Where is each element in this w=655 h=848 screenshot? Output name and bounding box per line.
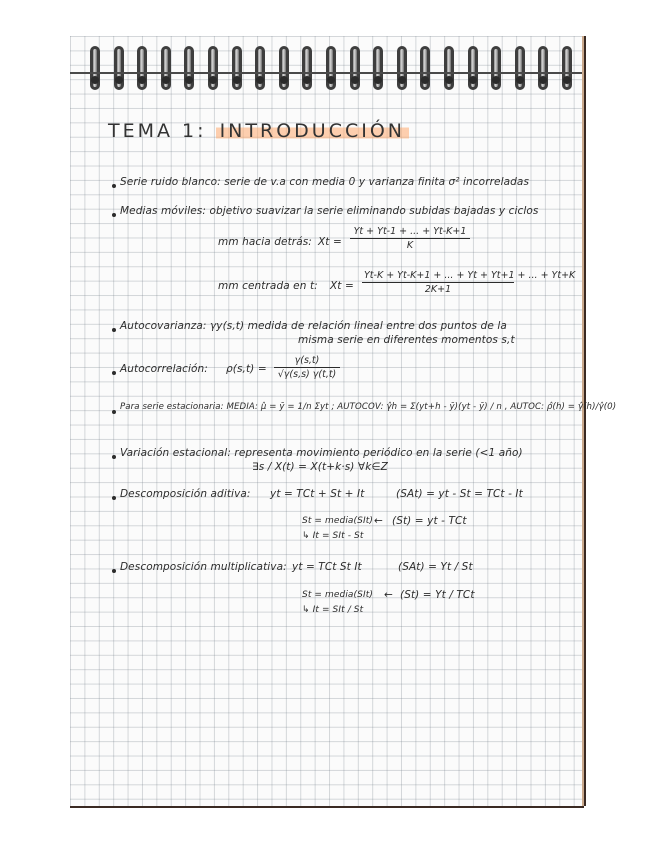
aditiva-st: St = media(SIt) — [302, 516, 373, 526]
multiplicativa-st: St = media(SIt) — [302, 590, 373, 600]
note-ruido-blanco: Serie ruido blanco: serie de v.a con media 0 y varianza finita σ² incorreladas — [120, 176, 530, 188]
page-title — [108, 120, 409, 142]
binding-hole — [469, 76, 477, 84]
bullet — [112, 410, 116, 414]
binding-hole — [445, 76, 453, 84]
aditiva-arrow: ← — [374, 515, 383, 527]
notebook-page — [70, 36, 584, 806]
aditiva-it: ↳ It = SIt - St — [302, 531, 364, 541]
binding-hole — [280, 76, 288, 84]
mm-detras-denominator: K — [406, 240, 414, 251]
binding-hole — [162, 76, 170, 84]
binding-hole — [351, 76, 359, 84]
binding-hole — [233, 76, 241, 84]
mm-detras-label: mm hacia detrás: — [218, 236, 312, 248]
aditiva-equation: yt = TCt + St + It — [270, 488, 365, 500]
bullet — [112, 455, 116, 459]
note-medias-moviles: Medias móviles: objetivo suavizar la serie eliminando subidas bajadas y ciclos — [120, 205, 539, 217]
mm-centrada-numerator: Yt-K + Yt-K+1 + ... + Yt + Yt+1 + ... + Yt+K — [364, 270, 576, 281]
multiplicativa-arrow: ← — [384, 589, 393, 601]
title-prefix: TEMA 1: — [108, 120, 207, 142]
aditiva-sa: (SAt) = yt - St = TCt - It — [396, 488, 523, 500]
multiplicativa-sa: (SAt) = Yt / St — [398, 561, 473, 573]
bullet — [112, 213, 116, 217]
note-variacion-estacional: Variación estacional: representa movimiento periódico en la serie (<1 año) — [120, 447, 523, 459]
autocorrelacion-fraction — [274, 355, 340, 380]
spiral-binding — [70, 46, 582, 94]
title-highlight: INTRODUCCIÓN — [216, 120, 409, 142]
mm-centrada-lhs: Xt = — [330, 280, 354, 292]
binding-hole — [209, 76, 217, 84]
note-autocovarianza-cont: misma serie en diferentes momentos s,t — [298, 334, 515, 346]
bullet — [112, 328, 116, 332]
aditiva-st-eq: (St) = yt - TCt — [392, 515, 467, 527]
binding-hole — [516, 76, 524, 84]
multiplicativa-equation: yt = TCt St It — [292, 561, 362, 573]
bullet — [112, 569, 116, 573]
aditiva-label: Descomposición aditiva: — [120, 488, 251, 500]
mm-detras-lhs: Xt = — [318, 236, 342, 248]
note-serie-estacionaria: Para serie estacionaria: MEDIA: μ̂ = ȳ = 1/n Σyt ; AUTOCOV: γ̂h = Σ(yt+h - ȳ)(yt - ȳ) / n , AUTOC: ρ̂(h) = γ̂(h)/γ̂(0) — [120, 402, 617, 412]
autocorrelacion-label: Autocorrelación: — [120, 363, 208, 375]
autocorrelacion-numerator: γ(s,t) — [274, 355, 340, 368]
multiplicativa-label: Descomposición multiplicativa: — [120, 561, 287, 573]
bullet — [112, 184, 116, 188]
mm-centrada-fraction — [362, 270, 576, 295]
mm-detras-numerator: Yt + Yt-1 + ... + Yt-K+1 — [350, 226, 470, 239]
autocorrelacion-denominator: √γ(s,s) γ(t,t) — [277, 369, 337, 380]
binding-hole — [398, 76, 406, 84]
bullet — [112, 496, 116, 500]
binding-hole — [115, 76, 123, 84]
binding-hole — [327, 76, 335, 84]
binding-edge — [70, 72, 582, 74]
mm-detras-fraction — [350, 226, 470, 251]
binding-hole — [563, 76, 571, 84]
multiplicativa-it: ↳ It = SIt / St — [302, 605, 364, 615]
note-autocovarianza: Autocovarianza: γy(s,t) medida de relación lineal entre dos puntos de la — [120, 320, 507, 332]
binding-hole — [91, 76, 99, 84]
autocorrelacion-lhs: ρ(s,t) = — [226, 363, 267, 375]
mm-centrada-denominator: 2K+1 — [424, 284, 452, 295]
bullet — [112, 371, 116, 375]
note-variacion-formula: ∃s / X(t) = X(t+k·s) ∀k∈Z — [252, 461, 388, 473]
mm-centrada-label: mm centrada en t: — [218, 280, 318, 292]
multiplicativa-st-eq: (St) = Yt / TCt — [400, 589, 475, 601]
